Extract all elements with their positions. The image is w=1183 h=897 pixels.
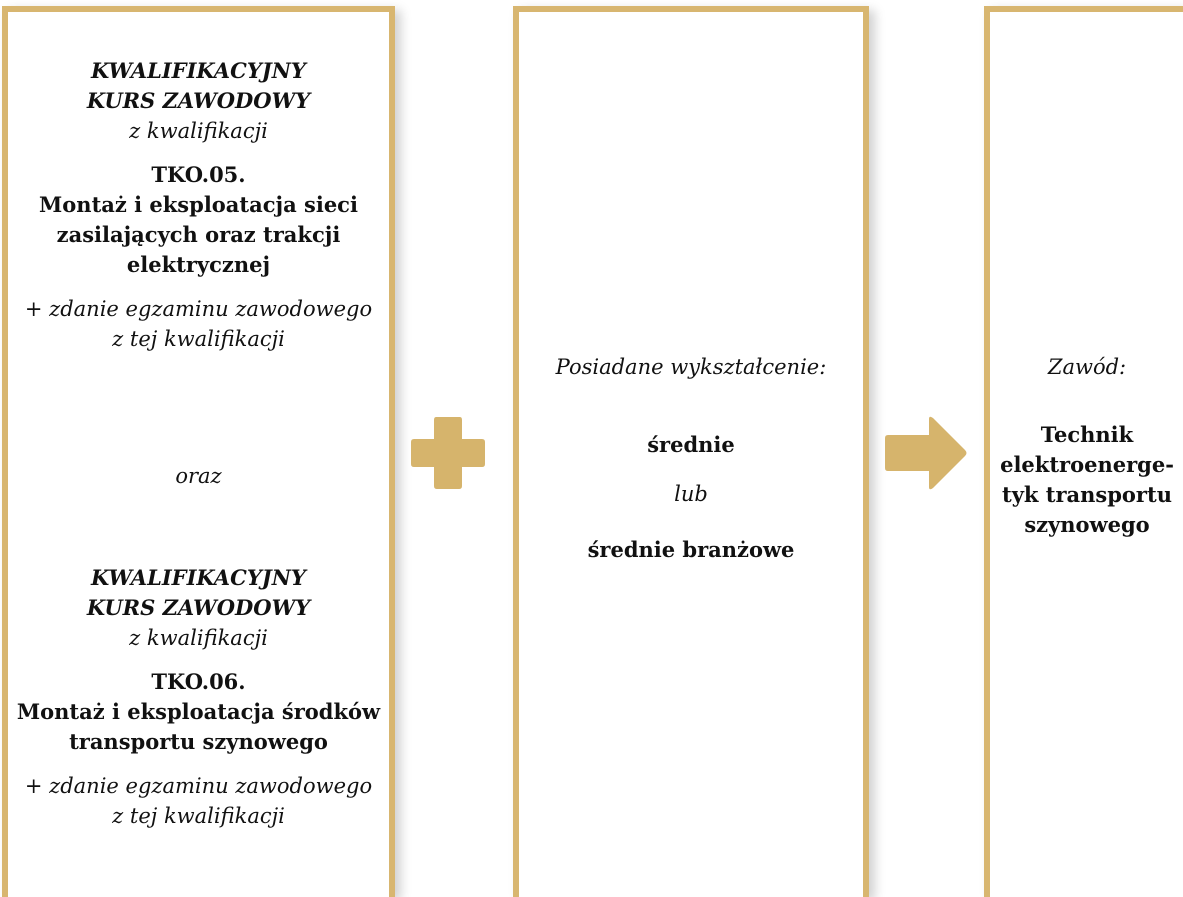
course-2-block <box>8 563 389 831</box>
profession-name <box>990 420 1183 540</box>
profession-line2: elektroenerge- <box>1000 452 1174 477</box>
course-1-exam-line2: z tej kwalifikacji <box>112 327 285 351</box>
course-1-title-line1: KWALIFIKACYJNY <box>91 58 306 83</box>
education-option-vocational: średnie branżowe <box>587 537 795 562</box>
course-2-title-line2: KURS ZAWODOWY <box>86 595 311 620</box>
conjunction-label: oraz <box>175 464 222 488</box>
arrow-right-icon <box>885 415 969 493</box>
course-1-from: z kwalifikacji <box>129 119 268 143</box>
course-2-name-line1: Montaż i eksploatacja środków <box>16 699 381 724</box>
qualification-courses-box <box>2 6 395 897</box>
course-2-code: TKO.06. <box>151 669 246 694</box>
course-2-from: z kwalifikacji <box>129 626 268 650</box>
profession-line1: Technik <box>1040 422 1134 447</box>
course-2-exam-line2: z tej kwalifikacji <box>112 804 285 828</box>
course-1-name-line1: Montaż i eksploatacja sieci <box>39 192 358 217</box>
course-1-exam-line1: + zdanie egzaminu zawodowego <box>24 297 373 321</box>
profession-box <box>984 6 1183 897</box>
course-2-name-line2: transportu szynowego <box>69 729 328 754</box>
course-1-title-line2: KURS ZAWODOWY <box>86 88 311 113</box>
education-label: Posiadane wykształcenie: <box>555 355 827 379</box>
course-1-code: TKO.05. <box>151 162 246 187</box>
education-separator: lub <box>674 482 708 506</box>
course-1-name-line3: elektrycznej <box>126 252 271 277</box>
profession-line3: tyk transportu <box>1002 482 1172 507</box>
education-box <box>513 6 869 897</box>
course-2-title-line1: KWALIFIKACYJNY <box>91 565 306 590</box>
course-2-exam-line1: + zdanie egzaminu zawodowego <box>24 774 373 798</box>
course-1-block <box>8 56 389 354</box>
education-option-secondary: średnie <box>647 432 735 457</box>
plus-icon <box>410 415 486 491</box>
profession-label: Zawód: <box>1047 355 1127 379</box>
course-1-name-line2: zasilających oraz trakcji <box>56 222 341 247</box>
profession-line4: szynowego <box>1024 512 1150 537</box>
